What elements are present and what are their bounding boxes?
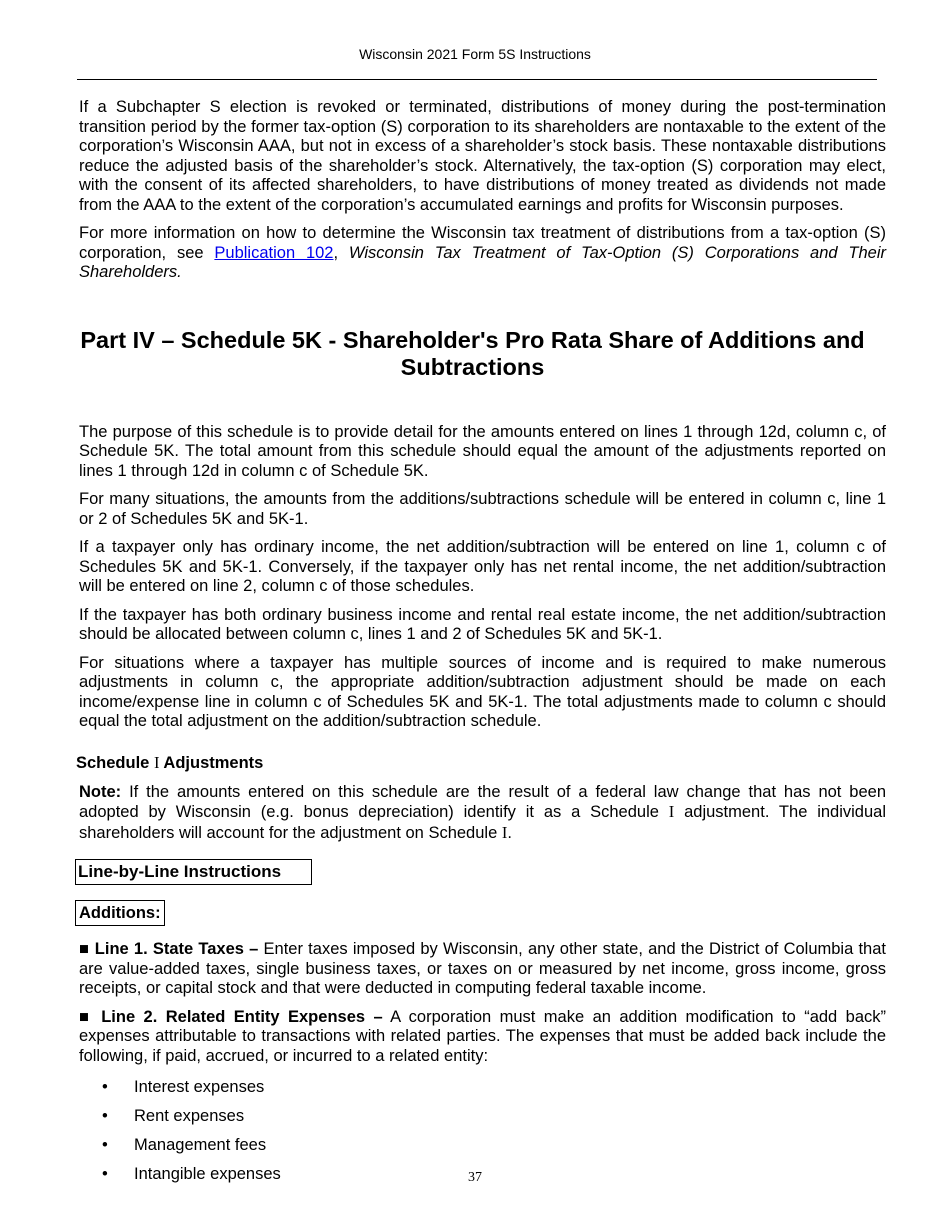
line-by-line-heading: Line-by-Line Instructions xyxy=(75,859,312,885)
bullet-icon: • xyxy=(102,1107,108,1125)
schedule-i-note xyxy=(79,783,886,844)
intro-paragraph-2 xyxy=(79,224,886,283)
part-iv-paragraph: If a taxpayer only has ordinary income, the net addition/subtraction will be entered on line 1, column c of Schedules 5K and 5K-1. Conversely, if the taxpayer only has net rental income, the net addition/subtraction will be entered on line 2, column c of those schedules. xyxy=(79,538,886,595)
square-bullet-icon: ■ xyxy=(79,1007,102,1026)
note-end: . xyxy=(507,823,512,842)
note-text: If the amounts entered on this schedule are the result of a federal law change that has not been adopted by Wisconsin (e.g. bonus depreciation) identify it as a Schedule xyxy=(79,782,886,821)
page-header: Wisconsin 2021 Form 5S Instructions xyxy=(359,46,591,62)
part-iv-paragraph: For many situations, the amounts from the additions/subtractions schedule will be entered in column c, line 1 or 2 of Schedules 5K and 5K-1. xyxy=(79,490,886,528)
note-label: Note: xyxy=(79,782,122,801)
square-bullet-icon: ■ xyxy=(79,940,95,958)
list-item-text: Interest expenses xyxy=(134,1078,265,1096)
additions-heading-row xyxy=(79,900,886,926)
list-item-text: Intangible expenses xyxy=(134,1165,281,1183)
note-numeral-2: I xyxy=(501,822,508,842)
part-iv-paragraph: For situations where a taxpayer has multiple sources of income and is required to make numerous adjustments in column c, the appropriate addition/subtraction adjustment should be made on each income/expense line in column c of Schedules 5K and 5K-1. The total adjustments made to column c should equal the total adjustment on the addition/subtraction schedule. xyxy=(79,653,886,730)
list-item xyxy=(79,1136,886,1156)
line-1-title: Line 1. State Taxes – xyxy=(94,940,259,958)
related-expenses-list xyxy=(79,1078,886,1185)
bullet-icon: • xyxy=(102,1078,108,1096)
note-numeral: I xyxy=(668,802,675,821)
schedule-i-heading xyxy=(76,753,886,773)
intro-paragraph-1: If a Subchapter S election is revoked or terminated, distributions of money during the post-termination transition period by the former tax-option (S) corporation to its shareholders are nontaxable to the extent of the corporation’s Wisconsin AAA, but not in excess of a shareholder’s stock basis. These nontaxable distributions reduce the adjusted basis of the shareholder’s stock. Alternatively, the tax-option (S) corporation may elect, with the consent of its affected shareholders, to have distributions of money treated as dividends not made from the AAA to the extent of the corporation’s accumulated earnings and profits for Wisconsin purposes. xyxy=(79,98,886,214)
line-2-instructions xyxy=(79,1008,886,1067)
header-rule xyxy=(77,79,877,80)
page-number: 37 xyxy=(468,1170,482,1185)
list-item-text: Management fees xyxy=(134,1136,267,1154)
publication-102-link[interactable]: Publication 102 xyxy=(214,243,334,262)
additions-heading: Additions: xyxy=(75,900,165,926)
bullet-icon: • xyxy=(102,1136,108,1154)
schedule-i-heading-pre: Schedule xyxy=(76,753,154,772)
schedule-i-heading-post: Adjustments xyxy=(159,753,264,772)
note-text-2: adjustment. The individual shareholders will account for the adjustment on Schedule xyxy=(79,803,887,842)
intro-p2-comma: , xyxy=(333,243,349,262)
part-iv-heading: Part IV – Schedule 5K - Shareholder's Pro Rata Share of Additions and Subtractions xyxy=(80,326,865,380)
line-2-text: A corporation must make an addition modification to “add back” expenses attributable to transactions with related parties. The expenses that must be added back include the following, if paid, accrued, or incurred to a related entity: xyxy=(79,1007,886,1065)
intro-p2-text: For more information on how to determine the Wisconsin tax treatment of distributions from a tax-option (S) corporation, see xyxy=(79,224,886,262)
list-item-text: Rent expenses xyxy=(134,1107,245,1125)
part-iv-paragraph: The purpose of this schedule is to provide detail for the amounts entered on lines 1 through 12d, column c, of Schedule 5K. The total amount from this schedule should equal the amount of the adjustments reported on lines 1 through 12d in column c of Schedule 5K. xyxy=(79,422,886,480)
schedule-i-numeral: I xyxy=(153,752,160,772)
line-2-title: Line 2. Related Entity Expenses – xyxy=(101,1007,383,1026)
list-item xyxy=(79,1107,886,1127)
list-item xyxy=(79,1078,886,1098)
line-1-text: Enter taxes imposed by Wisconsin, any other state, and the District of Columbia that are value-added taxes, single business taxes, or taxes on or measured by net income, gross income, gross receipts, or capital stock and that were deducted in computing federal taxable income. xyxy=(79,940,886,997)
page-body xyxy=(76,98,887,1194)
publication-title: Wisconsin Tax Treatment of Tax-Option (S) Corporations and Their Shareholders. xyxy=(79,243,887,281)
line-by-line-heading-row xyxy=(79,859,886,885)
line-1-instructions xyxy=(79,940,886,999)
bullet-icon: • xyxy=(102,1165,108,1183)
part-iv-paragraph: If the taxpayer has both ordinary business income and rental real estate income, the net addition/subtraction should be allocated between column c, lines 1 and 2 of Schedules 5K and 5K-1. xyxy=(79,605,886,643)
